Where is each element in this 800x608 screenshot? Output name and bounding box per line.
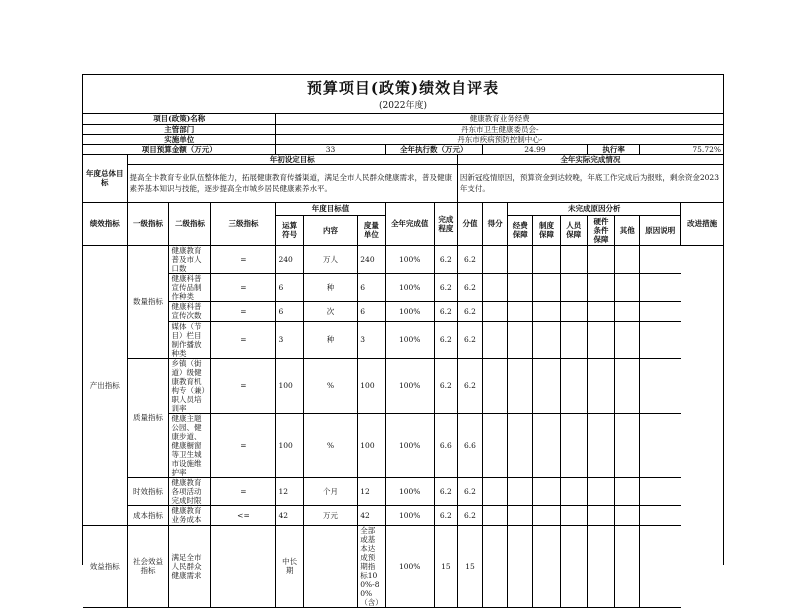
empty-cell (560, 245, 587, 273)
empty-cell (587, 505, 614, 525)
operator-cell: = (211, 321, 276, 358)
indicator-name: 健康科普宣传次数 (169, 301, 211, 321)
indicator-name: 健康教育普及市人口数 (169, 245, 211, 273)
unit-value: 丹东市疾病预防控制中心- (276, 134, 723, 144)
degree-cell: 100% (385, 477, 434, 505)
degree-cell: 100% (385, 525, 434, 607)
score-cell: 15 (457, 525, 482, 607)
unit-cell: 个月 (303, 477, 358, 505)
empty-cell (508, 321, 533, 358)
budget-value: 33 (276, 144, 385, 154)
empty-cell (615, 301, 640, 321)
empty-cell (615, 245, 640, 273)
indicator-name: 乡镇（街道）级健康教育机构专（兼）职人员培训率 (169, 358, 211, 413)
content-cell: 12 (276, 477, 303, 505)
target-value-header: 年度目标值 (276, 202, 385, 215)
empty-cell (615, 321, 640, 358)
unit-cell: 万人 (303, 245, 358, 273)
empty-cell (640, 245, 681, 273)
indicator-name: 健康科普宣传品制作种类 (169, 273, 211, 301)
empty-cell (615, 413, 640, 477)
content-header: 内容 (303, 215, 358, 245)
sheet-title: 预算项目(政策)绩效自评表 (306, 79, 500, 97)
table-row (83, 321, 723, 358)
content-cell: 100 (276, 413, 303, 477)
empty-cell (483, 358, 508, 413)
empty-cell (533, 245, 560, 273)
degree-cell: 100% (385, 301, 434, 321)
actual-cell: 12 (358, 477, 385, 505)
content-cell: 240 (276, 245, 303, 273)
indicator-name: 健康教育业务成本 (169, 505, 211, 525)
actual-result-text: 因新冠疫情原因，预算资金到达较晚，年底工作完成后为报账，剩余资金2023年支付。 (457, 164, 723, 202)
empty-cell (533, 321, 560, 358)
system-reason-header: 制度保障 (533, 215, 560, 245)
unit-cell: % (303, 413, 358, 477)
empty-cell (587, 245, 614, 273)
table-row (83, 413, 723, 477)
indicator-name: 满足全市人民群众健康需求 (169, 525, 211, 607)
empty-cell (483, 505, 508, 525)
empty-cell (640, 358, 681, 413)
operator-cell: = (211, 245, 276, 273)
empty-cell (587, 301, 614, 321)
unit-cell: 次 (303, 301, 358, 321)
score-cell: 6.2 (457, 301, 482, 321)
cost-indicator-label: 成本指标 (127, 505, 169, 525)
empty-cell (560, 301, 587, 321)
dept-label: 主管部门 (83, 124, 276, 134)
content-cell: 3 (276, 321, 303, 358)
budget-label: 项目预算金额（万元） (83, 144, 276, 154)
table-row (83, 245, 723, 273)
empty-cell (533, 477, 560, 505)
score-cell: 6.2 (457, 358, 482, 413)
score-cell: 6.2 (457, 477, 482, 505)
operator-cell: = (211, 358, 276, 413)
value-cell: 6.2 (434, 245, 457, 273)
operator-cell: = (211, 413, 276, 477)
completion-degree-header: 完成程度 (434, 202, 457, 245)
empty-cell (640, 321, 681, 358)
empty-cell (615, 273, 640, 301)
quality-indicator-label: 质量指标 (127, 358, 169, 477)
empty-cell (560, 525, 587, 607)
benefit-indicator-label: 效益指标 (83, 525, 127, 607)
actual-cell: 100 (358, 358, 385, 413)
degree-cell: 100% (385, 273, 434, 301)
empty-cell (533, 301, 560, 321)
level2-header: 二级指标 (169, 202, 211, 245)
value-cell: 6.2 (434, 477, 457, 505)
actual-cell: 6 (358, 273, 385, 301)
evaluation-sheet-layout (82, 74, 724, 607)
unit-cell: 种 (303, 273, 358, 301)
score-got-header: 得分 (483, 202, 508, 245)
empty-cell (560, 358, 587, 413)
project-name-label: 项目(政策)名称 (83, 114, 276, 124)
reason-note-header: 原因说明 (640, 215, 681, 245)
score-cell: 6.2 (457, 273, 482, 301)
actual-result-header: 全年实际完成情况 (457, 154, 723, 164)
initial-goal-text: 提高全卡教育专业队伍整体能力，拓展健康教育传播渠道，满足全市人民群众健康需求，普及健康素养基本知识与技能，逐步提高全市城乡居民健康素养水平。 (127, 164, 457, 202)
value-cell: 6.6 (434, 413, 457, 477)
value-cell: 15 (434, 525, 457, 607)
content-cell: 中长期 (276, 525, 303, 607)
empty-cell (615, 505, 640, 525)
sheet-year: (2022年度) (379, 101, 427, 111)
empty-cell (587, 321, 614, 358)
level3-header: 三级指标 (211, 202, 276, 245)
operator-header: 运算符号 (276, 215, 303, 245)
empty-cell (640, 477, 681, 505)
indicator-name: 媒体（节目）栏目制作播放种类 (169, 321, 211, 358)
project-name-value: 健康教育业务经费 (276, 114, 723, 124)
timeliness-indicator-label: 时效指标 (127, 477, 169, 505)
value-cell: 6.2 (434, 301, 457, 321)
improvement-header: 改进措施 (681, 202, 723, 245)
empty-cell (560, 321, 587, 358)
empty-cell (508, 525, 533, 607)
empty-cell (508, 245, 533, 273)
empty-cell (533, 413, 560, 477)
operator-cell (211, 525, 276, 607)
empty-cell (560, 413, 587, 477)
level1-header: 一级指标 (127, 202, 169, 245)
unit-label: 实施单位 (83, 134, 276, 144)
staff-reason-header: 人员保障 (560, 215, 587, 245)
empty-cell (640, 413, 681, 477)
empty-cell (640, 525, 681, 607)
empty-cell (560, 273, 587, 301)
empty-cell (587, 477, 614, 505)
unit-cell: 种 (303, 321, 358, 358)
content-cell: 42 (276, 505, 303, 525)
operator-cell: = (211, 301, 276, 321)
hardware-reason-header: 硬件条件保障 (587, 215, 614, 245)
degree-cell: 100% (385, 321, 434, 358)
empty-cell (533, 358, 560, 413)
empty-cell (483, 321, 508, 358)
unit-header: 度量单位 (358, 215, 385, 245)
funding-reason-header: 经费保障 (508, 215, 533, 245)
empty-cell (508, 273, 533, 301)
empty-cell (483, 525, 508, 607)
actual-cell: 6 (358, 301, 385, 321)
operator-cell: <= (211, 505, 276, 525)
degree-cell: 100% (385, 245, 434, 273)
actual-cell: 100 (358, 413, 385, 477)
unit-cell: % (303, 358, 358, 413)
content-cell: 6 (276, 301, 303, 321)
operator-cell: = (211, 477, 276, 505)
table-row (83, 477, 723, 505)
empty-cell (587, 525, 614, 607)
table-row (83, 301, 723, 321)
table-row (83, 525, 723, 607)
empty-cell (587, 273, 614, 301)
actual-cell: 全部或基本达成预期指标100%-80%（含） (358, 525, 385, 607)
empty-cell (483, 413, 508, 477)
score-cell: 6.2 (457, 321, 482, 358)
empty-cell (533, 505, 560, 525)
degree-cell: 100% (385, 505, 434, 525)
empty-cell (615, 477, 640, 505)
indicator-rows (83, 245, 723, 607)
empty-cell (587, 358, 614, 413)
value-cell: 6.2 (434, 321, 457, 358)
value-cell: 6.2 (434, 273, 457, 301)
exec-amount-label: 全年执行数（万元） (385, 144, 483, 154)
indicator-name: 健康主题公园、健康步道、健康橱窗等卫生城市设施维护率 (169, 413, 211, 477)
annual-goals-label: 年度总体目标 (83, 154, 127, 202)
score-cell: 6.6 (457, 413, 482, 477)
table-row (83, 505, 723, 525)
empty-cell (508, 477, 533, 505)
title-area (83, 75, 723, 114)
empty-cell (640, 273, 681, 301)
exec-rate-label: 执行率 (587, 144, 639, 154)
empty-cell (483, 273, 508, 301)
empty-cell (508, 413, 533, 477)
actual-cell: 240 (358, 245, 385, 273)
actual-cell: 42 (358, 505, 385, 525)
empty-cell (533, 525, 560, 607)
content-cell: 100 (276, 358, 303, 413)
empty-cell (640, 301, 681, 321)
initial-goal-header: 年初设定目标 (127, 154, 457, 164)
empty-cell (640, 505, 681, 525)
empty-cell (483, 245, 508, 273)
unit-cell (303, 525, 358, 607)
empty-cell (560, 477, 587, 505)
indicator-name: 健康教育各项活动完成时限 (169, 477, 211, 505)
value-cell: 6.2 (434, 505, 457, 525)
empty-cell (508, 505, 533, 525)
dept-value: 丹东市卫生健康委员会- (276, 124, 723, 134)
empty-cell (587, 413, 614, 477)
empty-cell (508, 358, 533, 413)
score-value-header: 分值 (457, 202, 482, 245)
quantity-indicator-label: 数量指标 (127, 245, 169, 358)
empty-cell (508, 301, 533, 321)
reasons-header: 未完成原因分析 (508, 202, 681, 215)
actual-cell: 3 (358, 321, 385, 358)
output-indicator-label: 产出指标 (83, 245, 127, 525)
unit-cell: 万元 (303, 505, 358, 525)
table-row (83, 273, 723, 301)
actual-value-header: 全年完成值 (385, 202, 434, 245)
empty-cell (533, 273, 560, 301)
exec-rate-value: 75.72% (640, 144, 723, 154)
score-cell: 6.2 (457, 245, 482, 273)
degree-cell: 100% (385, 358, 434, 413)
value-cell: 6.2 (434, 358, 457, 413)
empty-cell (560, 505, 587, 525)
exec-amount-value: 24.99 (483, 144, 588, 154)
performance-indicators-label: 绩效指标 (83, 202, 127, 245)
empty-cell (615, 525, 640, 607)
table-row (83, 358, 723, 413)
main-table (83, 114, 723, 608)
social-benefit-indicator-label: 社会效益指标 (127, 525, 169, 607)
operator-cell: = (211, 273, 276, 301)
empty-cell (615, 358, 640, 413)
empty-cell (483, 477, 508, 505)
other-reason-header: 其他 (615, 215, 640, 245)
score-cell: 6.2 (457, 505, 482, 525)
degree-cell: 100% (385, 413, 434, 477)
empty-cell (483, 301, 508, 321)
content-cell: 6 (276, 273, 303, 301)
